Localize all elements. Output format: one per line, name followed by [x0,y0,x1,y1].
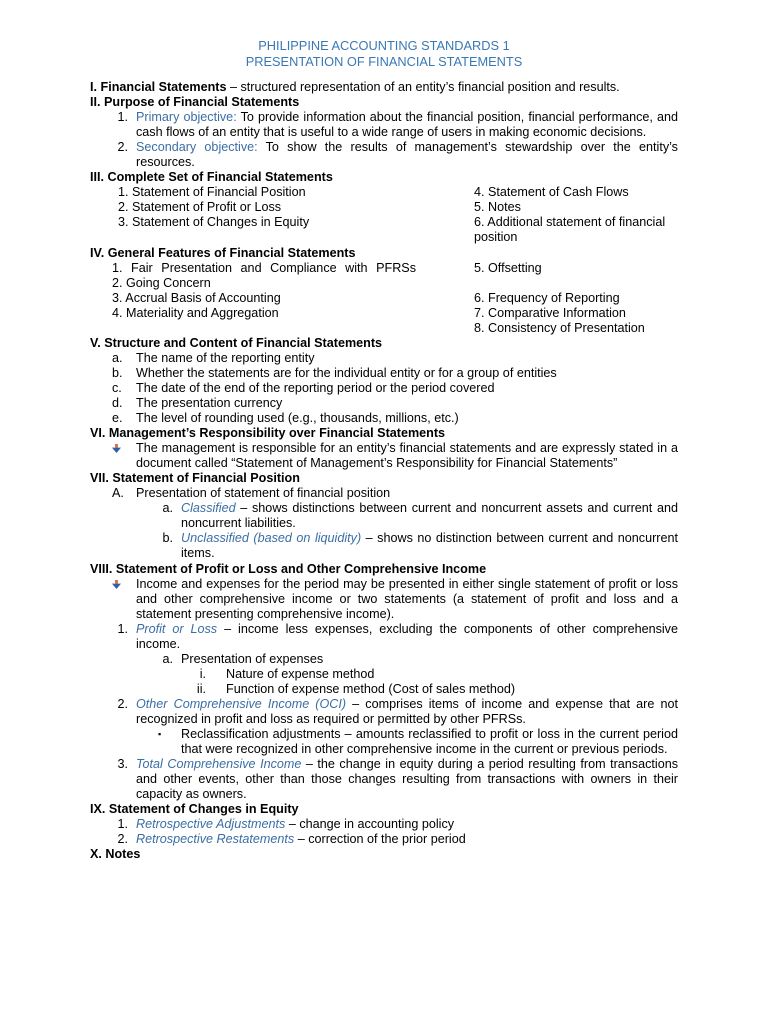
item-label: Retrospective Adjustments [136,817,286,832]
pl-item-1: 1. Profit or Loss – income less expenses, excluding the components of other comprehensive income. [117,621,678,651]
features-grid [90,261,678,336]
list-item: 1. Fair Presentation and Compliance with PFRSs [112,260,416,275]
document-body [90,80,678,862]
list-item: 3. Accrual Basis of Accounting [112,290,281,305]
list-item: 1. Statement of Financial Position [118,185,306,200]
pl-sub-i: i. Nature of expense method [199,666,375,681]
fp-classified: a. Classified – shows distinctions between current and noncurrent assets and current and noncurrent liabilities. [162,501,678,531]
structure-list [90,351,678,426]
arrow-down-bullet-icon [112,441,136,471]
equity-item-1: 1. Retrospective Adjustments – change in accounting policy [117,817,455,832]
list-item: 5. Offsetting [474,260,542,275]
arrow-down-bullet-icon [112,577,136,622]
item-label: Classified [181,501,236,516]
list-item: 2. Statement of Profit or Loss [118,200,282,215]
item-label: Secondary objective: [136,140,258,155]
reclass-item: ▪ Reclassification adjustments – amounts reclassified to profit or loss in the current period that were recognized in other comprehensive income in the current or previous periods. [158,727,678,757]
responsibility-item [90,441,678,471]
document-title [0,38,768,70]
section-1 [90,80,678,95]
item-label: Retrospective Restatements [136,832,295,847]
section-10-heading: X. Notes [90,847,141,862]
title-line-2: PRESENTATION OF FINANCIAL STATEMENTS [245,54,523,69]
pl-sub-ii: ii. Function of expense method (Cost of sales method) [196,681,516,696]
item-label: Other Comprehensive Income (OCI) [136,696,347,711]
list-item: 3. Statement of Changes in Equity [118,215,310,230]
section-1-heading: I. Financial Statements [90,80,227,94]
section-5-heading: V. Structure and Content of Financial Statements [90,335,383,350]
fp-unclassified: b. Unclassified (based on liquidity) – shows no distinction between current and noncurrent items. [162,531,679,561]
section-8-heading: VIII. Statement of Profit or Loss and Other Comprehensive Income [90,561,487,576]
list-item: 6. Frequency of Reporting [474,290,620,305]
list-item: 2. Going Concern [112,275,211,290]
list-item: 4. Statement of Cash Flows [474,185,629,200]
title-line-1: PHILIPPINE ACCOUNTING STANDARDS 1 [258,38,510,53]
fp-item-a: A. Presentation of statement of financial position [112,486,391,501]
list-item: c. The date of the end of the reporting period or the period covered [112,380,495,395]
item-label: Profit or Loss [136,621,218,636]
item-text: To show the results of management’s stewardship over the entity’s resources. [136,140,678,170]
list-item: d. The presentation currency [112,395,283,410]
item-label: Total Comprehensive Income [136,757,302,772]
list-item: e. The level of rounding used (e.g., thousands, millions, etc.) [112,411,459,426]
item-text: To provide information about the financial position, financial performance, and cash flows of an entity that is useful to a wide range of users in making economic decisions. [136,110,678,140]
pl-item-2: 2. Other Comprehensive Income (OCI) – comprises items of income and expense that are not recognized in profit and loss as required or permitted by other PFRSs. [117,696,678,726]
list-item: 6. Additional statement of financial position [474,215,666,245]
section-9-heading: IX. Statement of Changes in Equity [90,802,299,817]
purpose-item-1 [90,110,678,140]
complete-set-grid [90,185,678,245]
pl-item-3: 3. Total Comprehensive Income – the change in equity during a period resulting from transactions and other events, other than those changes resulting from transactions with owners in their capacity as owners. [117,757,678,802]
section-1-text: – structured representation of an entity’s financial position and results. [226,80,620,94]
list-item: 4. Materiality and Aggregation [112,305,279,320]
pl-sub-a: a. Presentation of expenses [162,651,324,666]
list-item: 5. Notes [474,200,521,215]
item-label: Primary objective: [136,110,237,125]
item-label: Unclassified (based on liquidity) [181,531,362,546]
responsibility-text: The management is responsible for an entity’s financial statements and are expressly stated in a document called “Statement of Management’s Responsibility for Financial Statements” [136,441,678,471]
list-item: 8. Consistency of Presentation [474,320,645,335]
square-bullet-icon: ▪ [158,729,162,740]
list-item: b. Whether the statements are for the individual entity or for a group of entities [112,365,557,380]
section-4-heading: IV. General Features of Financial Statements [90,245,356,260]
equity-item-2: 2. Retrospective Restatements – correction of the prior period [117,832,466,847]
list-item: a. The name of the reporting entity [112,350,315,365]
oci-intro: Income and expenses for the period may be presented in either single statement of profit or loss and other comprehensive income or two statements (a statement of profit and loss and a statement presenting comprehensive income). [90,577,678,622]
list-item: 7. Comparative Information [474,305,626,320]
section-2-heading: II. Purpose of Financial Statements [90,95,300,110]
purpose-item-2 [90,140,678,170]
item-number: 1. [117,110,128,125]
section-6-heading: VI. Management’s Responsibility over Financial Statements [90,426,446,441]
item-number: 2. [117,140,128,155]
section-7-heading: VII. Statement of Financial Position [90,471,300,486]
section-3-heading: III. Complete Set of Financial Statements [90,170,333,185]
